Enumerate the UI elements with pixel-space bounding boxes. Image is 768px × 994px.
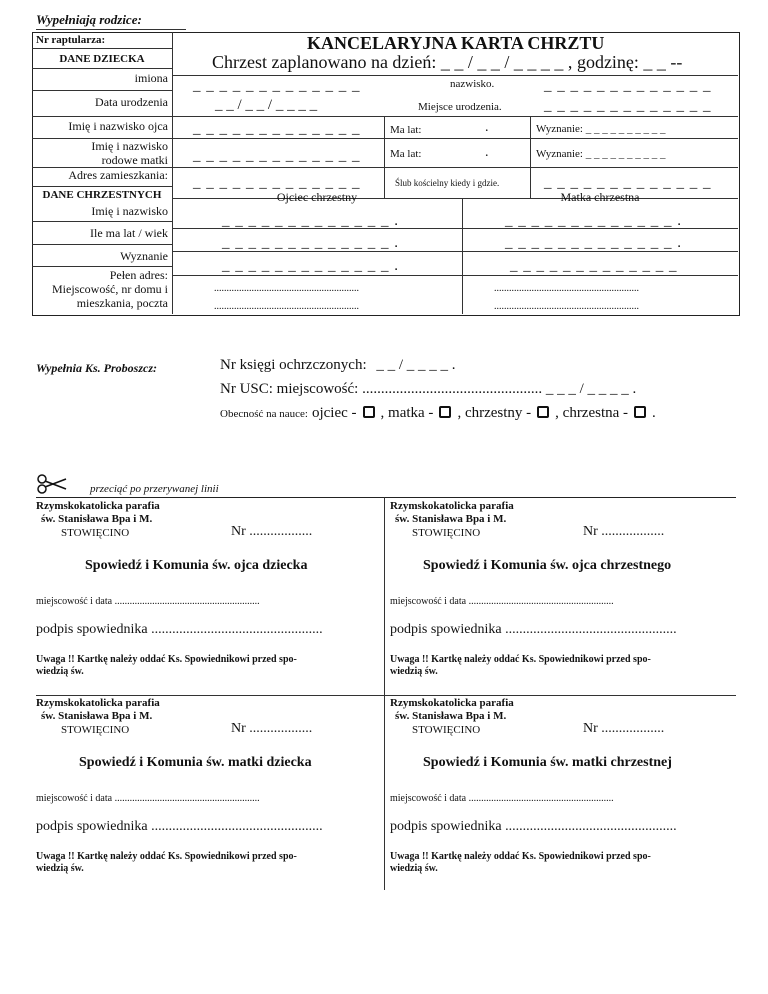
godmother-heading: Matka chrzestna bbox=[560, 190, 640, 204]
usc-number-field[interactable]: _ _ _ / _ _ _ _ . bbox=[545, 381, 637, 397]
attendance-godmother-checkbox[interactable] bbox=[634, 406, 646, 418]
coupon-note-line-1: Uwaga !! Kartkę należy oddać Ks. Spowiednikowi przed spo- bbox=[36, 654, 297, 665]
godparents-section-heading: DANE CHRZESTNYCH bbox=[42, 189, 162, 201]
coupon-number-field[interactable]: Nr .................. bbox=[583, 524, 665, 539]
mother-faith-field[interactable]: Wyznanie: _ _ _ _ _ _ _ _ _ _ bbox=[536, 148, 666, 160]
attendance-father-label: ojciec - bbox=[311, 405, 357, 421]
godfather-name-field[interactable]: _ _ _ _ _ _ _ _ _ _ _ _ _ . bbox=[222, 213, 399, 229]
coupon-place-date-field[interactable]: miejscowość i data .......................................................... bbox=[36, 793, 260, 804]
attendance-label: Obecność na nauce: bbox=[220, 408, 308, 420]
coupon-town: STOWIĘCINO bbox=[61, 724, 130, 736]
page-title: KANCELARYJNA KARTA CHRZTU bbox=[307, 33, 605, 53]
coupon-note-line-2: wiedzią św. bbox=[390, 666, 438, 677]
father-name-field[interactable]: _ _ _ _ _ _ _ _ _ _ _ _ _ bbox=[193, 121, 361, 137]
father-age-field[interactable]: . bbox=[485, 120, 489, 135]
mother-name-label-2: rodowe matki bbox=[101, 153, 168, 167]
child-section-heading: DANE DZIECKA bbox=[59, 53, 145, 65]
coupon-title: Spowiedź i Komunia św. ojca chrzestnego bbox=[423, 558, 672, 573]
father-age-label: Ma lat: bbox=[390, 124, 422, 136]
address-label: Adres zamieszkania: bbox=[68, 168, 168, 182]
wedding-label: Ślub kościelny kiedy i gdzie. bbox=[395, 178, 500, 188]
attendance-end: . bbox=[652, 405, 656, 421]
coupon-note-line-2: wiedzią św. bbox=[390, 863, 438, 874]
attendance-mother-label: , matka - bbox=[380, 405, 434, 421]
pob-field[interactable]: _ _ _ _ _ _ _ _ _ _ _ _ _ bbox=[544, 98, 712, 114]
coupon-saint: św. Stanisława Bpa i M. bbox=[395, 710, 507, 722]
gp-name-label: Imię i nazwisko bbox=[91, 204, 168, 218]
attendance-row bbox=[220, 404, 656, 422]
wedding-field[interactable]: _ _ _ _ _ _ _ _ _ _ _ _ _ bbox=[544, 175, 712, 191]
coupon-saint: św. Stanisława Bpa i M. bbox=[41, 513, 153, 525]
godmother-address-line-2[interactable]: .......................................................... bbox=[494, 301, 639, 312]
book-number-field[interactable]: _ _ / _ _ _ _ . bbox=[376, 357, 456, 373]
godmother-faith-field[interactable]: _ _ _ _ _ _ _ _ _ _ _ _ _ bbox=[510, 258, 678, 274]
hour-field[interactable]: _ _ -- bbox=[643, 52, 683, 72]
coupon-town: STOWIĘCINO bbox=[412, 724, 481, 736]
book-number-row bbox=[220, 357, 456, 374]
mother-name-label-1: Imię i nazwisko bbox=[91, 139, 168, 153]
gp-address-label-1: Pełen adres: bbox=[109, 268, 168, 282]
surname-field[interactable]: _ _ _ _ _ _ _ _ _ _ _ _ _ bbox=[544, 78, 712, 94]
coupon-place-date-field[interactable]: miejscowość i data .......................................................... bbox=[36, 596, 260, 607]
gp-address-label-3: mieszkania, poczta bbox=[76, 296, 168, 310]
names-label: imiona bbox=[134, 71, 168, 85]
coupon-town: STOWIĘCINO bbox=[412, 527, 481, 539]
coupon-parish: Rzymskokatolicka parafia bbox=[36, 500, 160, 512]
coupon-signature-field[interactable]: podpis spowiednika ................................................. bbox=[36, 819, 323, 834]
coupon-note-line-1: Uwaga !! Kartkę należy oddać Ks. Spowiednikowi przed spo- bbox=[390, 851, 651, 862]
coupon-saint: św. Stanisława Bpa i M. bbox=[41, 710, 153, 722]
mother-name-field[interactable]: _ _ _ _ _ _ _ _ _ _ _ _ _ bbox=[193, 148, 361, 164]
godfather-faith-field[interactable]: _ _ _ _ _ _ _ _ _ _ _ _ _ . bbox=[222, 258, 399, 274]
godfather-address-line-2[interactable]: .......................................................... bbox=[214, 301, 359, 312]
parents-fill-label: Wypełniają rodzice: bbox=[36, 12, 142, 27]
planned-date-row bbox=[212, 52, 682, 73]
coupon-saint: św. Stanisława Bpa i M. bbox=[395, 513, 507, 525]
usc-row bbox=[220, 381, 636, 398]
dob-label: Data urodzenia bbox=[95, 95, 168, 109]
coupon-place-date-field[interactable]: miejscowość i data .......................................................... bbox=[390, 793, 614, 804]
coupon-title: Spowiedź i Komunia św. matki dziecka bbox=[79, 755, 312, 770]
coupon-number-field[interactable]: Nr .................. bbox=[583, 721, 665, 736]
coupon-signature-field[interactable]: podpis spowiednika ................................................. bbox=[390, 622, 677, 637]
surname-label: nazwisko. bbox=[450, 78, 495, 90]
registry-label: Nr raptularza: bbox=[36, 34, 106, 46]
godmother-address-line-1[interactable]: .......................................................... bbox=[494, 283, 639, 294]
coupon-note-line-2: wiedzią św. bbox=[36, 863, 84, 874]
coupon-signature-field[interactable]: podpis spowiednika ................................................. bbox=[390, 819, 677, 834]
coupon-place-date-field[interactable]: miejscowość i data .......................................................... bbox=[390, 596, 614, 607]
coupon-note-line-2: wiedzią św. bbox=[36, 666, 84, 677]
godfather-heading: Ojciec chrzestny bbox=[276, 190, 358, 204]
coupon-number-field[interactable]: Nr .................. bbox=[231, 721, 313, 736]
coupon-town: STOWIĘCINO bbox=[61, 527, 130, 539]
mother-age-label: Ma lat: bbox=[390, 148, 422, 160]
gp-address-label-2: Miejscowość, nr domu i bbox=[52, 282, 168, 296]
godfather-address-line-1[interactable]: .......................................................... bbox=[214, 283, 359, 294]
usc-place-field[interactable]: Nr USC: miejscowość: ................................................ bbox=[220, 381, 543, 397]
scissors-icon bbox=[36, 474, 68, 494]
coupon-title: Spowiedź i Komunia św. matki chrzestnej bbox=[423, 755, 672, 770]
planned-date-field[interactable]: _ _ / _ _ / _ _ _ _ , bbox=[440, 52, 573, 72]
coupon-parish: Rzymskokatolicka parafia bbox=[36, 697, 160, 709]
cut-instruction: przeciąć po przerywanej linii bbox=[90, 483, 219, 495]
cut-line[interactable] bbox=[36, 497, 736, 498]
godmother-age-field[interactable]: _ _ _ _ _ _ _ _ _ _ _ _ _ . bbox=[505, 235, 682, 251]
gp-faith-label: Wyznanie bbox=[120, 249, 168, 263]
attendance-father-checkbox[interactable] bbox=[363, 406, 375, 418]
godmother-name-field[interactable]: _ _ _ _ _ _ _ _ _ _ _ _ _ . bbox=[505, 213, 682, 229]
dob-field[interactable]: _ _ / _ _ / _ _ _ _ bbox=[215, 97, 318, 113]
coupon-signature-field[interactable]: podpis spowiednika ................................................. bbox=[36, 622, 323, 637]
gp-age-label: Ile ma lat / wiek bbox=[90, 226, 168, 240]
father-name-label: Imię i nazwisko ojca bbox=[68, 119, 168, 133]
attendance-godmother-label: , chrzestna - bbox=[555, 405, 629, 421]
hour-label: godzinę: bbox=[576, 52, 639, 72]
coupon-title: Spowiedź i Komunia św. ojca dziecka bbox=[85, 558, 308, 573]
coupon-number-field[interactable]: Nr .................. bbox=[231, 524, 313, 539]
pob-label: Miejsce urodzenia. bbox=[418, 101, 502, 113]
coupon-parish: Rzymskokatolicka parafia bbox=[390, 697, 514, 709]
address-field[interactable]: _ _ _ _ _ _ _ _ _ _ _ _ _ bbox=[193, 175, 361, 191]
father-faith-field[interactable]: Wyznanie: _ _ _ _ _ _ _ _ _ _ bbox=[536, 123, 666, 135]
names-field[interactable]: _ _ _ _ _ _ _ _ _ _ _ _ _ bbox=[193, 78, 361, 94]
attendance-godfather-label: , chrzestny - bbox=[457, 405, 532, 421]
coupon-parish: Rzymskokatolicka parafia bbox=[390, 500, 514, 512]
coupon-note-line-1: Uwaga !! Kartkę należy oddać Ks. Spowiednikowi przed spo- bbox=[390, 654, 651, 665]
mother-age-field[interactable]: . bbox=[485, 145, 489, 160]
godfather-age-field[interactable]: _ _ _ _ _ _ _ _ _ _ _ _ _ . bbox=[222, 235, 399, 251]
attendance-mother-checkbox[interactable] bbox=[439, 406, 451, 418]
coupon-note-line-1: Uwaga !! Kartkę należy oddać Ks. Spowiednikowi przed spo- bbox=[36, 851, 297, 862]
planned-label: Chrzest zaplanowano na dzień: bbox=[212, 52, 437, 72]
priest-fill-label: Wypełnia Ks. Proboszcz: bbox=[36, 361, 158, 375]
attendance-godfather-checkbox[interactable] bbox=[537, 406, 549, 418]
book-number-label: Nr księgi ochrzczonych: bbox=[220, 357, 367, 373]
